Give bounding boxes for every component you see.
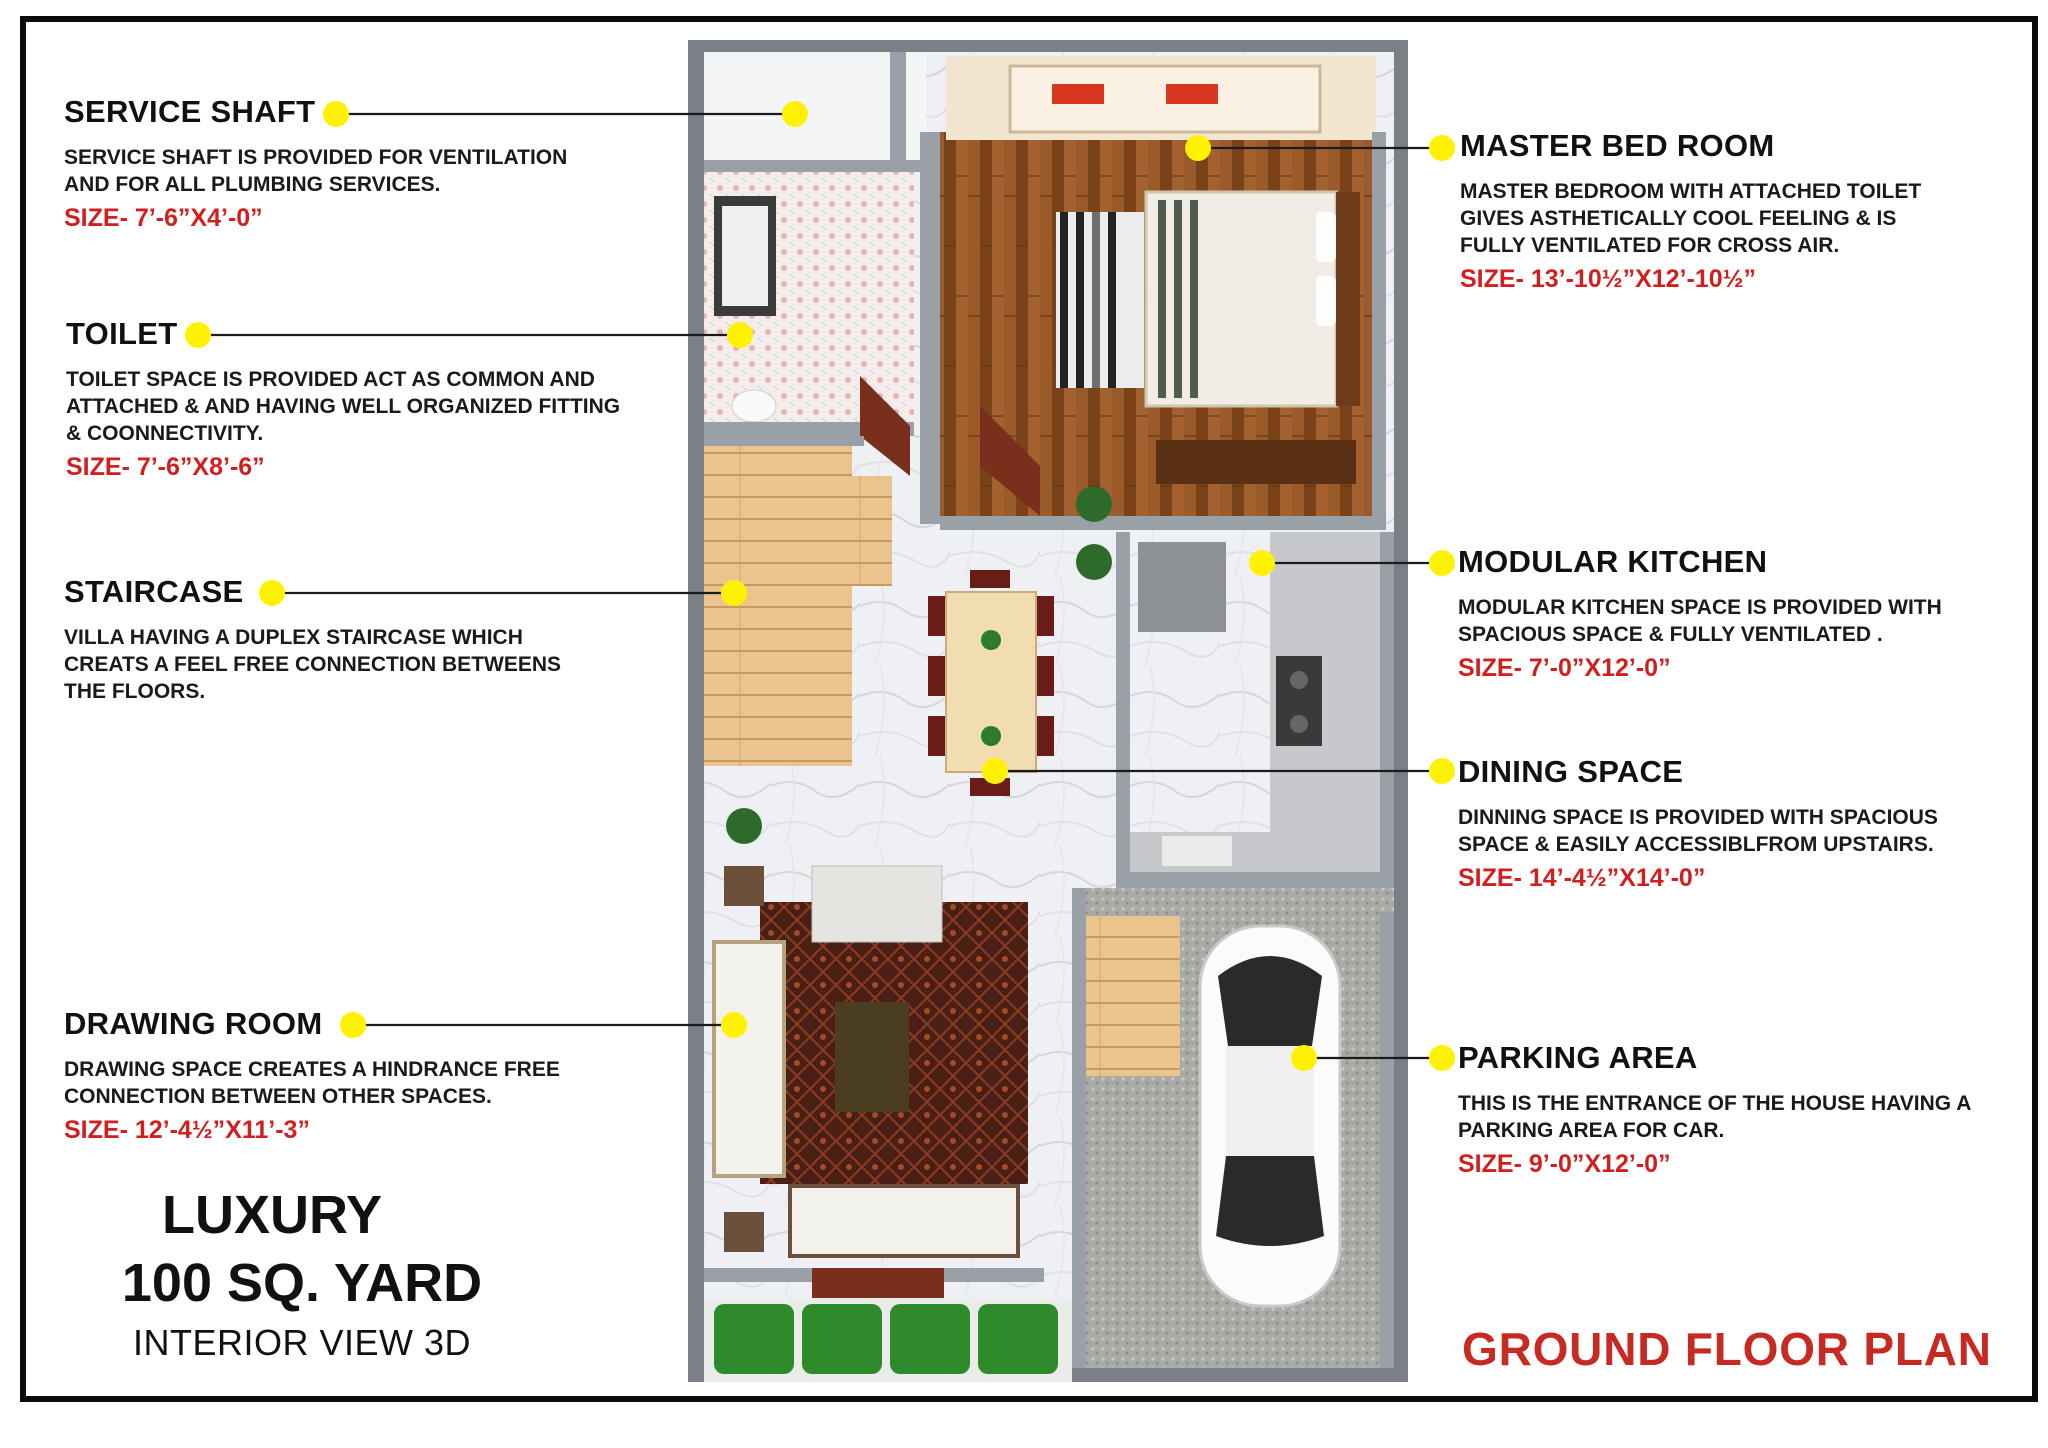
callout-description [1460, 178, 1921, 259]
desc-line: ATTACHED & AND HAVING WELL ORGANIZED FITTING [66, 395, 621, 418]
kitchen-wall [1380, 532, 1394, 912]
kitchen-counter-bottom [1116, 832, 1380, 872]
center-table [835, 1002, 909, 1112]
car [1200, 926, 1340, 1306]
brand-line-1: LUXURY [161, 1185, 382, 1245]
callout-size: SIZE- 7’-6”X4’-0” [64, 204, 263, 232]
desc-line: MASTER BEDROOM WITH ATTACHED TOILET [1460, 180, 1922, 203]
plant [1076, 486, 1112, 522]
callout-title: MODULAR KITCHEN [1458, 544, 1768, 579]
armchair-top [812, 866, 942, 942]
parking-wall [1380, 912, 1394, 1368]
callout-size: SIZE- 9’-0”X12’-0” [1458, 1150, 1671, 1178]
desc-line: SPACIOUS SPACE & FULLY VENTILATED . [1458, 623, 1883, 646]
toilet-basin [722, 206, 768, 306]
callout-description [64, 624, 561, 705]
desc-line: GIVES ASTHETICALLY COOL FEELING & IS [1460, 207, 1897, 230]
desc-line: AND FOR ALL PLUMBING SERVICES. [64, 173, 441, 196]
desc-line: CREATS A FEEL FREE CONNECTION BETWEENS [64, 653, 562, 676]
callout-size: SIZE- 14’-4½”X14’-0” [1458, 864, 1706, 892]
bedroom-wall [940, 516, 1386, 530]
desc-line: THE FLOORS. [64, 680, 206, 703]
parking-steps [1084, 916, 1180, 1076]
callout-staircase [64, 574, 561, 705]
kitchen-wall [1116, 872, 1394, 888]
headboard [1336, 192, 1360, 406]
callout-toilet [66, 316, 620, 482]
callout-title: MASTER BED ROOM [1460, 128, 1775, 163]
callout-parking-area [1458, 1040, 1971, 1179]
callout-description [64, 1056, 560, 1110]
callout-description [66, 366, 620, 447]
bedroom-shelf [1156, 440, 1356, 484]
desc-line: & COONNECTIVITY. [66, 422, 264, 445]
pillow [1316, 212, 1336, 262]
desc-line: SERVICE SHAFT IS PROVIDED FOR VENTILATION [64, 146, 568, 169]
brand-line-2: 100 SQ. YARD [121, 1253, 483, 1313]
callout-title: STAIRCASE [64, 574, 244, 609]
callout-master-bed-room [1460, 128, 1921, 294]
callout-title: DRAWING ROOM [64, 1006, 323, 1041]
bedroom-wall [920, 132, 940, 524]
desc-line: SPACE & EASILY ACCESSIBLFROM UPSTAIRS. [1458, 833, 1934, 856]
parking-wall [1072, 888, 1086, 1368]
stair-wall [704, 436, 864, 446]
desc-line: DINNING SPACE IS PROVIDED WITH SPACIOUS [1458, 806, 1938, 829]
callout-title: DINING SPACE [1458, 754, 1684, 789]
desc-line: VILLA HAVING A DUPLEX STAIRCASE WHICH [64, 626, 523, 649]
floor-plan-illustration [680, 36, 1420, 1386]
service-shaft-wall [890, 52, 906, 160]
plant [726, 808, 762, 844]
desc-line: THIS IS THE ENTRANCE OF THE HOUSE HAVING A [1458, 1092, 1972, 1115]
callout-description [1458, 1090, 1971, 1144]
callout-size: SIZE- 7’-6”X8’-6” [66, 453, 265, 481]
callout-service-shaft [64, 94, 567, 233]
callout-size: SIZE- 12’-4½”X11’-3” [64, 1116, 310, 1144]
sofa-bottom [790, 1186, 1018, 1256]
desc-line: CONNECTION BETWEEN OTHER SPACES. [64, 1085, 492, 1108]
callout-size: SIZE- 7’-0”X12’-0” [1458, 654, 1671, 682]
kitchen-sink [1162, 836, 1232, 866]
callout-title: TOILET [66, 316, 178, 351]
dining-set [928, 570, 1054, 796]
pillow [1316, 276, 1336, 326]
plant [1076, 544, 1112, 580]
bed-blanket-stripes [1158, 200, 1198, 398]
staircase-landing [852, 476, 892, 586]
plan-title: GROUND FLOOR PLAN [1462, 1323, 1992, 1375]
main-door [812, 1268, 944, 1298]
service-shaft-wall [704, 160, 926, 172]
callout-modular-kitchen [1458, 544, 1942, 683]
floor-plan-svg [680, 36, 1420, 1386]
desc-line: PARKING AREA FOR CAR. [1458, 1119, 1725, 1142]
desc-line: TOILET SPACE IS PROVIDED ACT AS COMMON AND [66, 368, 595, 391]
callout-description [1458, 594, 1942, 648]
wall-art-right [1166, 84, 1218, 104]
kitchen-wall [1116, 532, 1130, 872]
callout-dining-space [1458, 754, 1938, 893]
callout-description [64, 144, 567, 198]
brand-line-3: INTERIOR VIEW 3D [132, 1322, 472, 1363]
branding-block [92, 1182, 512, 1368]
side-table [724, 1212, 764, 1252]
fridge [1138, 542, 1226, 632]
callout-title: PARKING AREA [1458, 1040, 1698, 1075]
wall-art-left [1052, 84, 1104, 104]
callout-title: SERVICE SHAFT [64, 94, 316, 129]
sofa-left [714, 942, 784, 1176]
side-table [724, 866, 764, 906]
callout-drawing-room [64, 1006, 560, 1145]
desc-line: MODULAR KITCHEN SPACE IS PROVIDED WITH [1458, 596, 1942, 619]
callout-size: SIZE- 13’-10½”X12’-10½” [1460, 265, 1756, 293]
bedroom-wall [1372, 132, 1386, 524]
toilet-wc [732, 390, 776, 422]
desc-line: FULLY VENTILATED FOR CROSS AIR. [1460, 234, 1840, 257]
callout-description [1458, 804, 1938, 858]
staircase [704, 446, 852, 766]
desc-line: DRAWING SPACE CREATES A HINDRANCE FREE [64, 1058, 560, 1081]
